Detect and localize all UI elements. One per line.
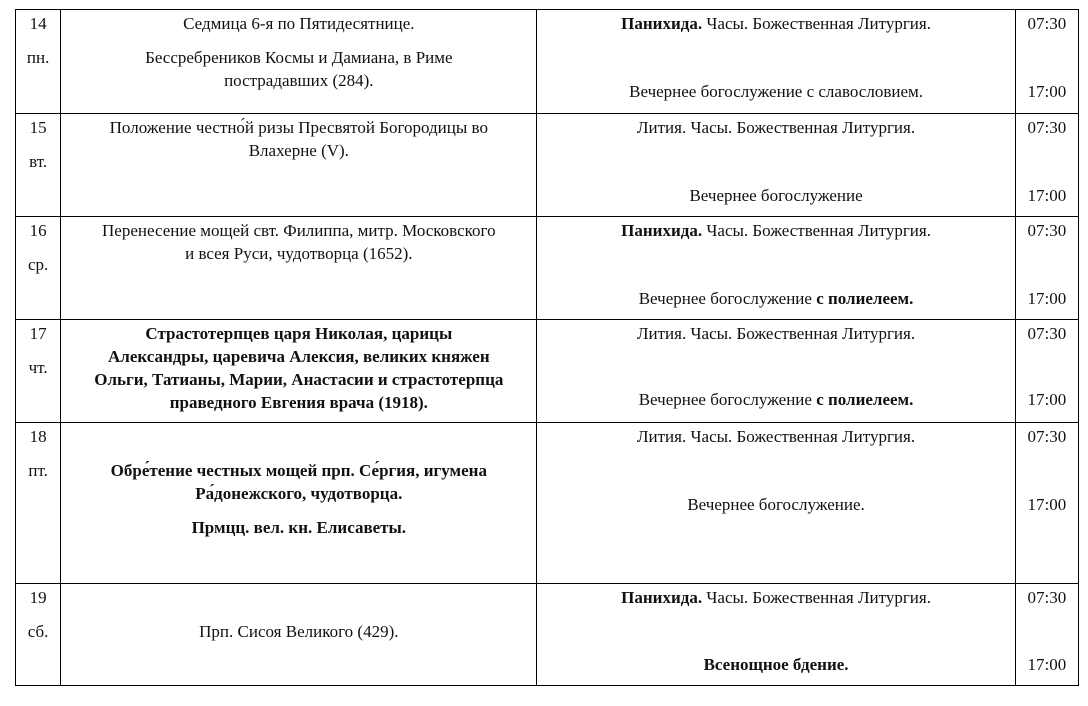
day-number: 15 [29, 118, 47, 137]
feast-cell [61, 217, 537, 320]
time-cell [1015, 114, 1078, 217]
feast-line: Перенесение мощей свт. Филиппа, митр. Московского [102, 221, 496, 240]
services-cell [537, 217, 1015, 320]
day-number: 17 [29, 324, 47, 343]
time-morning: 07:30 [1027, 588, 1067, 607]
feast-line: Ра́донежского, чудотворца. [195, 484, 403, 503]
evening-service-bold: Всенощное бдение. [703, 655, 849, 674]
evening-service [537, 80, 1014, 103]
morning-service-text: Лития. Часы. Божественная Литургия. [637, 427, 916, 446]
time-morning: 07:30 [1027, 118, 1067, 137]
table-row [16, 114, 1079, 217]
feast-cell [61, 423, 537, 584]
evening-service [537, 653, 1014, 676]
evening-service [537, 388, 1014, 411]
feast-cell [61, 10, 537, 114]
feast-line: Положение честно́й ризы Пресвятой Богородицы во [109, 118, 488, 137]
evening-service [537, 184, 1014, 207]
day-cell [16, 584, 61, 686]
morning-service [537, 425, 1014, 448]
morning-service-text: Часы. Божественная Литургия. [702, 221, 931, 240]
weekday: чт. [28, 358, 48, 377]
day-number: 19 [29, 588, 47, 607]
feast-cell [61, 320, 537, 423]
day-cell [16, 217, 61, 320]
time-cell [1015, 584, 1078, 686]
feast-line: Страстотерпцев царя Николая, царицы [145, 324, 453, 343]
morning-service [537, 322, 1014, 345]
morning-service [537, 586, 1014, 609]
day-number: 18 [29, 427, 47, 446]
feast-line: Влахерне (V). [248, 141, 349, 160]
day-cell [16, 320, 61, 423]
morning-service [537, 116, 1014, 139]
day-number: 14 [29, 14, 47, 33]
time-evening: 17:00 [1027, 495, 1067, 514]
day-cell [16, 114, 61, 217]
time-cell [1015, 320, 1078, 423]
feast-line: Прп. Сисоя Великого (429). [199, 622, 399, 641]
feast-line: Прмцц. вел. кн. Елисаветы. [191, 518, 407, 537]
evening-service-bold: с полиелеем. [816, 390, 914, 409]
weekday: ср. [27, 255, 49, 274]
day-cell [16, 423, 61, 584]
morning-service-text: Лития. Часы. Божественная Литургия. [637, 118, 916, 137]
time-cell [1015, 10, 1078, 114]
morning-service-text: Лития. Часы. Божественная Литургия. [637, 324, 916, 343]
table-row [16, 423, 1079, 584]
feast-cell [61, 114, 537, 217]
time-morning: 07:30 [1027, 221, 1067, 240]
schedule-table [15, 9, 1079, 686]
morning-service-bold: Панихида. [621, 14, 703, 33]
services-cell [537, 584, 1015, 686]
morning-service [537, 219, 1014, 242]
time-morning: 07:30 [1027, 324, 1067, 343]
evening-service [537, 493, 1014, 516]
table-row [16, 320, 1079, 423]
feast-line: праведного Евгения врача (1918). [169, 393, 428, 412]
feast-line: Бессребреников Космы и Дамиана, в Риме [145, 48, 453, 67]
weekday: пт. [28, 461, 48, 480]
evening-service-text: Вечернее богослужение [638, 289, 817, 308]
table-row [16, 584, 1079, 686]
morning-service-text: Часы. Божественная Литургия. [702, 14, 931, 33]
day-number: 16 [29, 221, 47, 240]
table-row [16, 217, 1079, 320]
morning-service [537, 12, 1014, 35]
weekday: вт. [29, 152, 48, 171]
feast-line: Обре́тение честных мощей прп. Се́ргия, игумена [110, 461, 487, 480]
feast-line: и всея Руси, чудотворца (1652). [185, 244, 413, 263]
evening-service-text: Вечернее богослужение [689, 186, 863, 205]
time-morning: 07:30 [1027, 427, 1067, 446]
table-row [16, 10, 1079, 114]
evening-service-text: Вечернее богослужение [638, 390, 817, 409]
time-cell [1015, 423, 1078, 584]
evening-service-bold: с полиелеем. [816, 289, 914, 308]
services-cell [537, 423, 1015, 584]
evening-service [537, 287, 1014, 310]
morning-service-bold: Панихида. [621, 221, 703, 240]
day-cell [16, 10, 61, 114]
services-cell [537, 320, 1015, 423]
weekday: сб. [27, 622, 49, 641]
morning-service-bold: Панихида. [621, 588, 703, 607]
time-evening: 17:00 [1027, 390, 1067, 409]
time-evening: 17:00 [1027, 655, 1067, 674]
evening-service-text: Вечернее богослужение. [687, 495, 865, 514]
evening-service-text: Вечернее богослужение с славословием. [629, 82, 923, 101]
weekday: пн. [26, 48, 50, 67]
time-evening: 17:00 [1027, 289, 1067, 308]
services-cell [537, 10, 1015, 114]
feast-line: пострадавших (284). [224, 71, 374, 90]
time-morning: 07:30 [1027, 14, 1067, 33]
feast-line: Ольги, Татианы, Марии, Анастасии и страстотерпца [94, 370, 504, 389]
feast-cell [61, 584, 537, 686]
morning-service-text: Часы. Божественная Литургия. [702, 588, 931, 607]
time-cell [1015, 217, 1078, 320]
services-cell [537, 114, 1015, 217]
time-evening: 17:00 [1027, 82, 1067, 101]
time-evening: 17:00 [1027, 186, 1067, 205]
feast-line: Седмица 6-я по Пятидесятнице. [183, 14, 415, 33]
feast-line: Александры, царевича Алексия, великих княжен [108, 347, 490, 366]
